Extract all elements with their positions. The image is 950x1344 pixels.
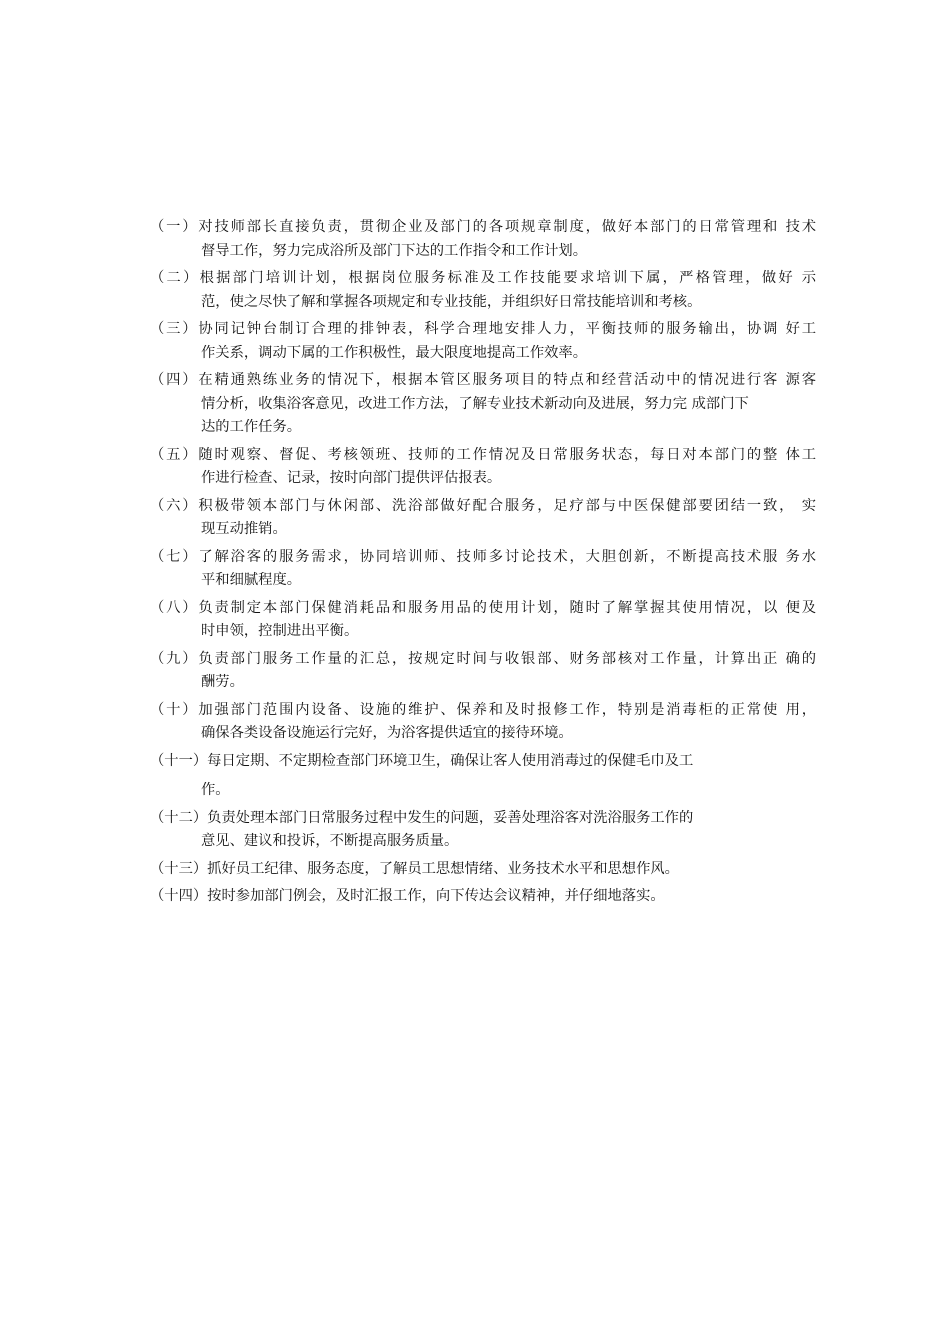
item-text: （九）负责部门服务工作量的汇总，按规定时间与收银部、财务部核对工作量，计算出正 确的 <box>150 650 816 667</box>
item-text-continued: 平和细腻程度。 <box>201 572 302 588</box>
item-text-continued: 情分析，收集浴客意见，改进工作方法，了解专业技术新动向及进展，努力完 成部门下 <box>201 395 749 412</box>
item-text-continued: 确保各类设备设施运行完好，为浴客提供适宜的接待环境。 <box>201 725 573 741</box>
item-text-continued: 现互动推销。 <box>201 521 287 537</box>
item-text: （十四）按时参加部门例会，及时汇报工作，向下传达会议精神，并仔细地落实。 <box>150 888 665 904</box>
item-text-continued: 作进行检查、记录，按时向部门提供评估报表。 <box>201 470 502 486</box>
list-item <box>150 216 816 263</box>
item-text: （七）了解浴客的服务需求，协同培训师、技师多讨论技术，大胆创新，不断提高技术服 务水 <box>150 548 816 565</box>
list-item <box>150 597 816 644</box>
item-text: （十）加强部门范围内设备、设施的维护、保养和及时报修工作，特别是消毒柜的正常使 用， <box>150 701 816 718</box>
item-text: （十一）每日定期、不定期检查部门环境卫生，确保让客人使用消毒过的保健毛巾及工 <box>150 752 694 769</box>
list-item <box>150 318 816 365</box>
item-text-continued: 时申领，控制进出平衡。 <box>201 623 359 639</box>
item-text-continued: 作关系，调动下属的工作积极性，最大限度地提高工作效率。 <box>201 344 588 361</box>
item-text: （十三）抓好员工纪律、服务态度，了解员工思想情绪、业务技术水平和思想作风。 <box>150 860 679 877</box>
duty-list <box>150 216 816 913</box>
list-item <box>150 807 816 854</box>
item-text-continued: 督导工作，努力完成浴所及部门下达的工作指令和工作计划。 <box>201 242 588 259</box>
list-item <box>150 648 816 695</box>
item-text: （五）随时观察、督促、考核领班、技师的工作情况及日常服务状态，每日对本部门的整 体工 <box>150 446 816 463</box>
item-text-continued: 酬劳。 <box>201 674 244 690</box>
item-text: （八）负责制定本部门保健消耗品和服务用品的使用计划，随时了解掌握其使用情况，以 便及 <box>150 599 816 616</box>
item-text-continued: 范，使之尽快了解和掌握各项规定和专业技能，并组织好日常技能培训和考核。 <box>201 293 702 310</box>
list-item <box>150 750 816 803</box>
list-item <box>150 495 816 542</box>
item-text: （二）根据部门培训计划，根据岗位服务标准及工作技能要求培训下属，严格管理，做好 示 <box>150 270 816 286</box>
item-text-continued: 达的工作任务。 <box>201 419 302 435</box>
list-item <box>150 369 816 440</box>
item-text: （十二）负责处理本部门日常服务过程中发生的问题，妥善处理浴客对洗浴服务工作的 <box>150 809 694 826</box>
list-item <box>150 699 816 746</box>
list-item <box>150 444 816 491</box>
list-item <box>150 546 816 593</box>
list-item <box>150 267 816 314</box>
item-text: （六）积极带领本部门与休闲部、洗浴部做好配合服务，足疗部与中医保健部要团结一致， 实 <box>150 497 816 514</box>
item-text-continued: 意见、建议和投诉，不断提高服务质量。 <box>201 833 459 849</box>
item-text-continued: 作。 <box>201 782 230 798</box>
item-text: （三）协同记钟台制订合理的排钟表，科学合理地安排人力，平衡技师的服务输出，协调 好工 <box>150 321 816 337</box>
list-item <box>150 858 816 882</box>
item-text: （一）对技师部长直接负责，贯彻企业及部门的各项规章制度，做好本部门的日常管理和 技术 <box>150 219 816 235</box>
list-item <box>150 885 816 909</box>
item-text: （四）在精通熟练业务的情况下，根据本管区服务项目的特点和经营活动中的情况进行客 源客 <box>150 372 816 388</box>
